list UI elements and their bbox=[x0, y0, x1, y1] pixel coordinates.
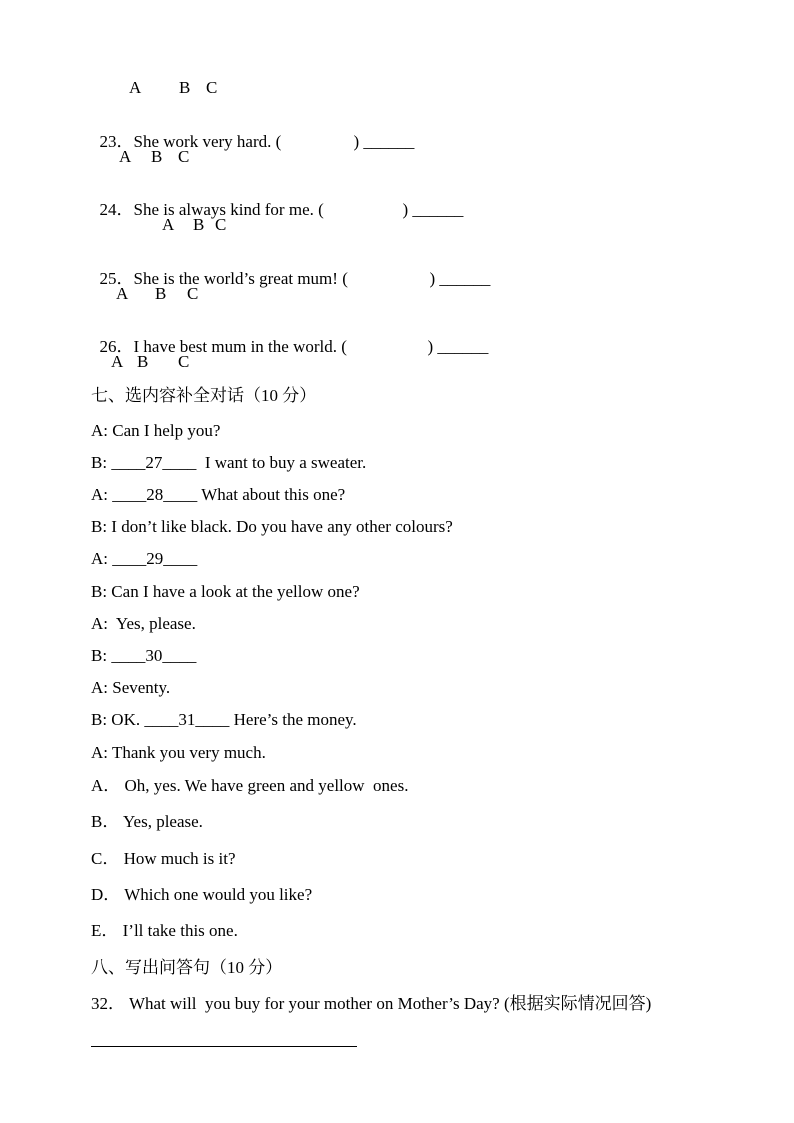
choice-b: B． Yes, please. bbox=[91, 812, 203, 831]
option-a: A bbox=[116, 284, 129, 303]
answer-blank[interactable]: ______ bbox=[412, 200, 464, 219]
question-24-close: ) ______ bbox=[402, 200, 464, 219]
option-a: A bbox=[129, 78, 142, 97]
dialog-line-4: B: I don’t like black. Do you have any other colours? bbox=[91, 517, 453, 536]
choice-e: E． I’ll take this one. bbox=[91, 921, 238, 940]
dialog-line-5: A: ____29____ bbox=[91, 549, 198, 568]
question-text: 23．She work very hard. ( bbox=[99, 132, 282, 151]
question-24 bbox=[91, 180, 324, 220]
dialog-line-6: B: Can I have a look at the yellow one? bbox=[91, 582, 360, 601]
option-a: A bbox=[119, 147, 132, 166]
question-text: 24．She is always kind for me. ( bbox=[99, 200, 324, 219]
dialog-blank-31[interactable]: ____31____ bbox=[144, 710, 230, 729]
option-c: C bbox=[215, 215, 227, 234]
dialog-blank-30[interactable]: ____30____ bbox=[111, 646, 197, 665]
section-8-title: 八、写出问答句（10 分） bbox=[91, 958, 283, 977]
option-a: A bbox=[111, 352, 124, 371]
question-26-close: ) ______ bbox=[427, 337, 489, 356]
section-7-title: 七、选内容补全对话（10 分） bbox=[91, 386, 317, 405]
dialog-line-11: A: Thank you very much. bbox=[91, 743, 266, 762]
option-c: C bbox=[187, 284, 199, 303]
dialog-line-2: B: ____27____ I want to buy a sweater. bbox=[91, 453, 367, 472]
dialog-line-3: A: ____28____ What about this one? bbox=[91, 485, 346, 504]
question-text: 25．She is the world’s great mum! ( bbox=[99, 269, 348, 288]
choice-c: C． How much is it? bbox=[91, 849, 236, 868]
dialog-line-8: B: ____30____ bbox=[91, 646, 197, 665]
dialog-line-9: A: Seventy. bbox=[91, 678, 171, 697]
question-23-close: ) ______ bbox=[353, 132, 415, 151]
question-23 bbox=[91, 112, 281, 152]
dialog-blank-27[interactable]: ____27____ bbox=[111, 453, 197, 472]
option-c: C bbox=[178, 352, 190, 371]
option-a: A bbox=[162, 215, 175, 234]
question-text: 26．I have best mum in the world. ( bbox=[99, 337, 347, 356]
option-b: B bbox=[137, 352, 149, 371]
dialog-blank-29[interactable]: ____29____ bbox=[112, 549, 198, 568]
answer-blank[interactable]: ______ bbox=[439, 269, 491, 288]
option-c: C bbox=[206, 78, 218, 97]
answer-blank[interactable]: ______ bbox=[363, 132, 415, 151]
dialog-line-7: A: Yes, please. bbox=[91, 614, 196, 633]
choice-d: D． Which one would you like? bbox=[91, 885, 313, 904]
dialog-blank-28[interactable]: ____28____ bbox=[112, 485, 198, 504]
question-25 bbox=[91, 249, 348, 289]
question-25-close: ) ______ bbox=[429, 269, 491, 288]
choice-a: A． Oh, yes. We have green and yellow ones. bbox=[91, 776, 409, 795]
question-32: 32． What will you buy for your mother on Mother’s Day? (根据实际情况回答) bbox=[91, 994, 652, 1013]
option-b: B bbox=[155, 284, 167, 303]
answer-blank[interactable]: ______ bbox=[437, 337, 489, 356]
option-b: B bbox=[193, 215, 205, 234]
dialog-line-1: A: Can I help you? bbox=[91, 421, 221, 440]
question-26 bbox=[91, 317, 347, 357]
option-b: B bbox=[151, 147, 163, 166]
option-b: B bbox=[179, 78, 191, 97]
option-c: C bbox=[178, 147, 190, 166]
answer-line-32[interactable] bbox=[91, 1046, 357, 1047]
dialog-line-10: B: OK. ____31____ Here’s the money. bbox=[91, 710, 357, 729]
